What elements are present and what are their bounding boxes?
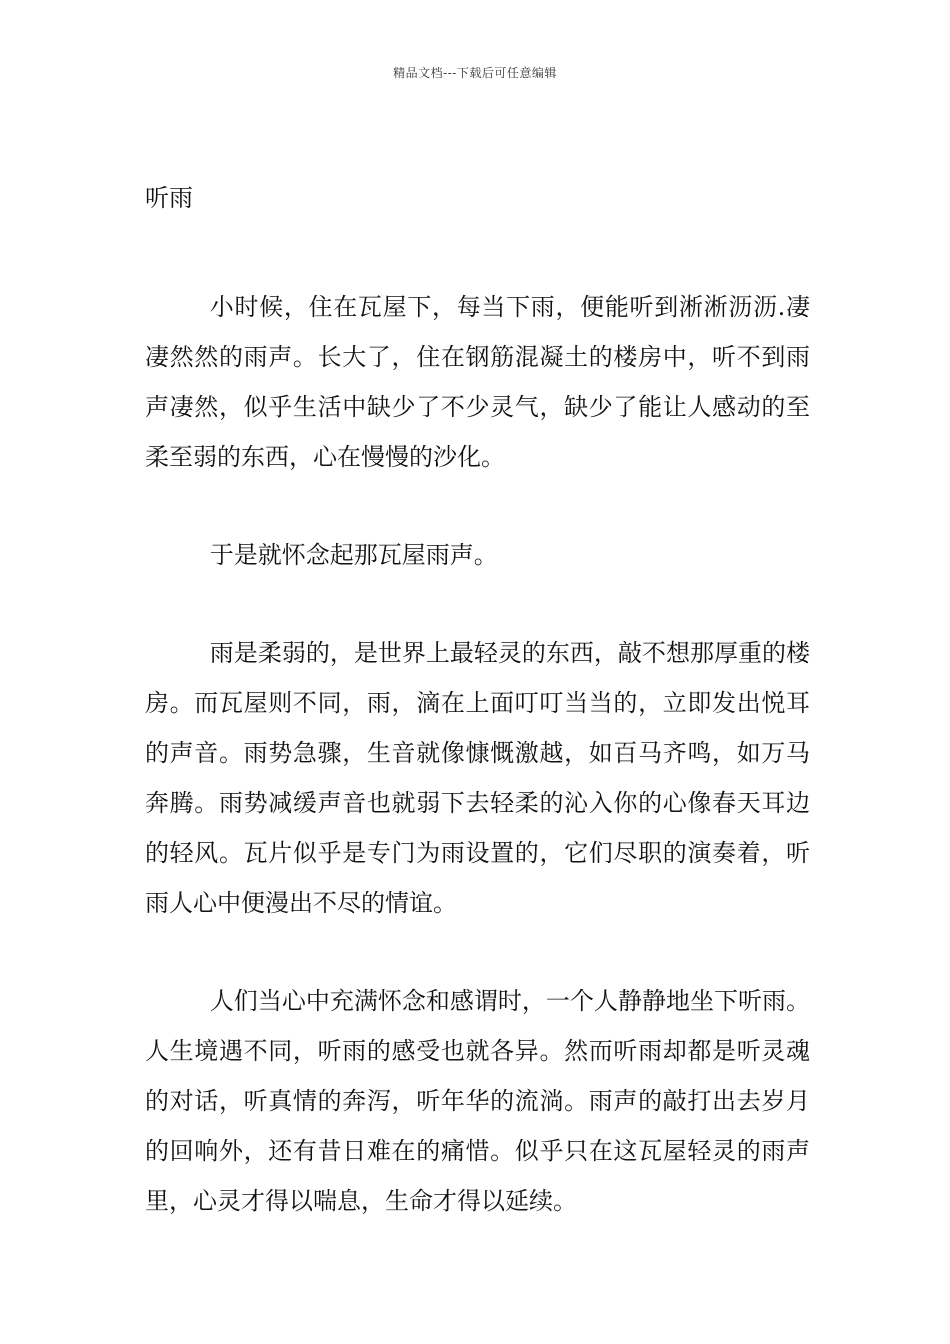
paragraph-4: 人们当心中充满怀念和感谓时，一个人静静地坐下听雨。人生境遇不同，听雨的感受也就各异。然而听雨却都是听灵魂的对话，听真情的奔泻，听年华的流淌。雨声的敲打出去岁月的回响外，还有昔日难在的痛惜。似乎只在这瓦屋轻灵的雨声里，心灵才得以喘息，生命才得以延续。 — [145, 987, 810, 1215]
paragraph-3: 雨是柔弱的，是世界上最轻灵的东西，敲不想那厚重的楼房。而瓦屋则不同，雨，滴在上面叮叮当当的，立即发出悦耳的声音。雨势急骤，生音就像慷慨激越，如百马齐鸣，如万马奔腾。雨势减缓声音也就弱下去轻柔的沁入你的心像春天耳边的轻风。瓦片似乎是专门为雨设置的，它们尽职的演奏着，听雨人心中便漫出不尽的情谊。 — [145, 639, 810, 917]
paragraph-2: 于是就怀念起那瓦屋雨声。 — [209, 541, 498, 569]
article-body — [145, 176, 810, 1274]
article-title: 听雨 — [145, 184, 193, 212]
paragraph-1: 小时候，住在瓦屋下，每当下雨，便能听到淅淅沥沥.凄凄然然的雨声。长大了，住在钢筋混凝土的楼房中，听不到雨声凄然，似乎生活中缺少了不少灵气，缺少了能让人感动的至柔至弱的东西，心在慢慢的沙化。 — [145, 293, 810, 471]
page-header-note: 精品文档---下载后可任意编辑 — [393, 66, 557, 80]
